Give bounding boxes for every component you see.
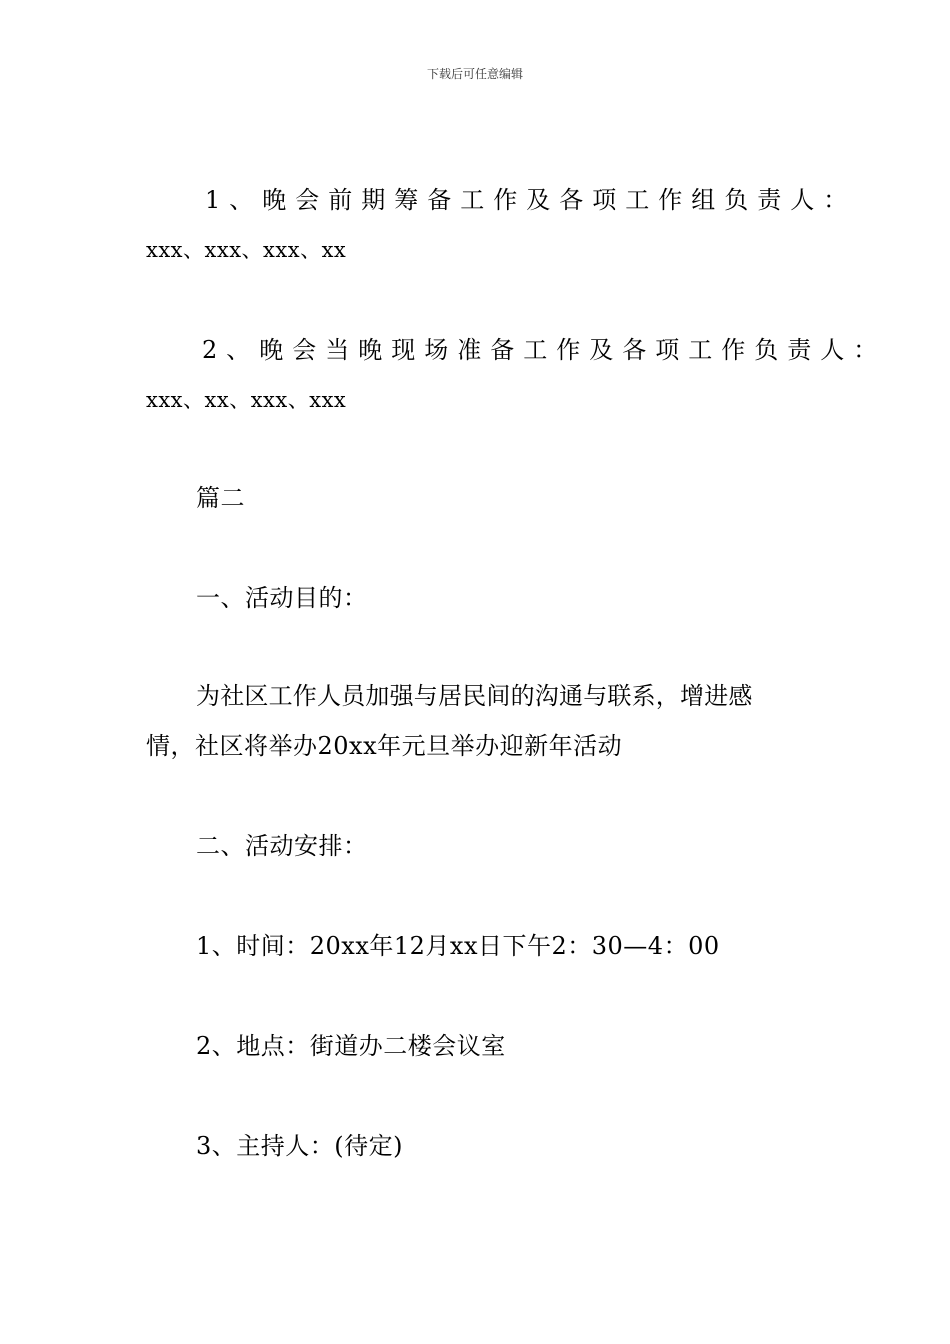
- section-title-pian-er: 篇二: [196, 484, 245, 512]
- arrangement-location: 2、地点：街道办二楼会议室: [196, 1032, 506, 1060]
- paragraph-1-line-2: xxx、xxx、xxx、xx: [146, 238, 347, 262]
- paragraph-2-line-1: 2、晚会当晚现场准备工作及各项工作负责人：: [202, 336, 887, 364]
- arrangement-time: 1、时间：20xx年12月xx日下午2：30—4：00: [196, 932, 720, 960]
- paragraph-2-line-2: xxx、xx、xxx、xxx: [146, 388, 347, 412]
- paragraph-1-line-1: 1、晚会前期筹备工作及各项工作组负责人：: [205, 186, 857, 214]
- arrangement-host: 3、主持人：(待定): [196, 1132, 403, 1160]
- page-header: 下载后可任意编辑: [426, 67, 523, 81]
- heading-activity-purpose: 一、活动目的：: [196, 584, 368, 612]
- purpose-text-line-2: 情，社区将举办20xx年元旦举办迎新年活动: [146, 732, 623, 760]
- heading-activity-arrangement: 二、活动安排：: [196, 832, 368, 860]
- purpose-text-line-1: 为社区工作人员加强与居民间的沟通与联系，增进感: [196, 682, 753, 710]
